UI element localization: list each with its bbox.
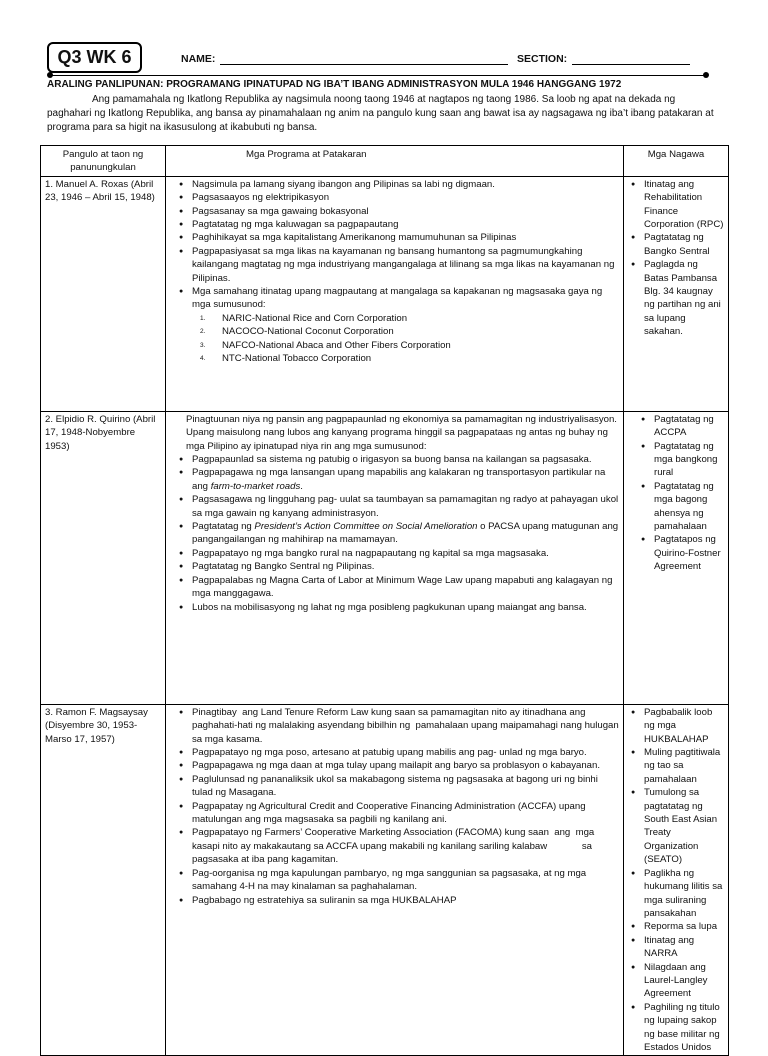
table-row bbox=[41, 704, 729, 1056]
table-row bbox=[41, 176, 729, 411]
list-item bbox=[192, 493, 619, 520]
achievements-cell bbox=[624, 704, 729, 1056]
list-item: ● Pagsasaayos ng elektripikasyon bbox=[192, 191, 619, 204]
list-item: ● Pagtatatag ng mga bangkong rural bbox=[654, 440, 724, 480]
corporation-name: NARIC-National Rice and Corn Corporation bbox=[222, 312, 408, 324]
section-field[interactable] bbox=[572, 64, 690, 65]
corporation-list bbox=[176, 312, 619, 366]
list-item bbox=[192, 453, 619, 466]
program-text: . bbox=[300, 480, 303, 492]
program-text: Lubos na mobilisasyong ng lahat ng mga posibleng pagkukunan upang maiangat ang bansa. bbox=[192, 601, 587, 613]
program-text: Pagpapalabas ng Magna Carta of Labor at Minimum Wage Law upang mapabuti ang kalagayan ng mga manggagawa. bbox=[192, 574, 613, 600]
table-header-row bbox=[41, 146, 729, 177]
list-item: ● Nagsimula pa lamang siyang ibangon ang Pilipinas sa labi ng digmaan. bbox=[192, 178, 619, 191]
list-item bbox=[192, 466, 619, 493]
list-item: ● Pagpapatayo ng mga poso, artesano at patubig upang mabilis ang pag- unlad ng mga baryo. bbox=[192, 746, 619, 759]
corporation-name: NTC-National Tobacco Corporation bbox=[222, 353, 372, 365]
col-header-programs: Mga Programa at Patakaran bbox=[166, 146, 624, 177]
list-item bbox=[192, 520, 619, 547]
corporation-item bbox=[200, 352, 619, 365]
president-cell: 2. Elpidio R. Quirino (Abril 17, 1948-Nobyembre 1953) bbox=[41, 411, 166, 704]
programs-table bbox=[40, 145, 729, 1056]
achievements-cell bbox=[624, 411, 729, 704]
divider-dot-right bbox=[703, 72, 709, 78]
list-item: ● Pagpapagawa ng mga daan at mga tulay upang mailapit ang baryo sa problasyon o kabayanan. bbox=[192, 759, 619, 772]
corporation-item bbox=[200, 312, 619, 325]
list-item: ● Paglikha ng hukumang lilitis sa mga suliraning pansakahan bbox=[644, 867, 724, 921]
list-number: 4. bbox=[200, 355, 206, 363]
list-item: ● Muling pagtitiwala ng tao sa pamahalaan bbox=[644, 746, 724, 786]
list-item: ● Pagbabago ng estratehiya sa suliranin sa mga HUKBALAHAP bbox=[192, 894, 619, 907]
programs-cell bbox=[166, 704, 624, 1056]
achievement-list bbox=[628, 413, 724, 574]
list-item: ● Pagsasanay sa mga gawaing bokasyonal bbox=[192, 205, 619, 218]
program-list bbox=[176, 453, 619, 614]
list-item bbox=[192, 601, 619, 614]
col-header-president: Pangulo at taon ng panunungkulan bbox=[41, 146, 166, 177]
list-item bbox=[192, 574, 619, 601]
list-item: ● Pagbabalik loob ng mga HUKBALAHAP bbox=[644, 706, 724, 746]
list-item: ● Pinagtibay ang Land Tenure Reform Law kung saan sa pamamagitan nito ay itinadhana ang paghahati-hati ng malalaking asyendang bibilhin ng pamahalaan upang maipamahagi nang hulugan sa mga kasama. bbox=[192, 706, 619, 746]
program-text: Pagpapatayo ng mga bangko rural na nagpapautang ng kapital sa mga magsasaka. bbox=[192, 547, 549, 559]
page-title: ARALING PANLIPUNAN: PROGRAMANG IPINATUPAD NG IBA’T IBANG ADMINISTRASYON MULA 1946 HANGGANG 1972 bbox=[47, 79, 622, 90]
program-list bbox=[176, 706, 622, 907]
name-label: NAME: bbox=[181, 53, 216, 65]
header-divider bbox=[50, 75, 706, 76]
list-item: ● Pagpapatayo ng Farmers’ Cooperative Marketing Association (FACOMA) kung saan ang mga kasapi nito ay makakautang sa ACCFA upang makabili ng kanilang sariling kalabaw sa pagsasaka at iba pang kagamitan. bbox=[192, 826, 619, 866]
col-header-achievements: Mga Nagawa bbox=[624, 146, 729, 177]
program-text: Pagtatatag ng Bangko Sentral ng Pilipinas. bbox=[192, 561, 375, 573]
table-row bbox=[41, 411, 729, 704]
week-badge: Q3 WK 6 bbox=[47, 42, 142, 73]
corporation-name: NAFCO-National Abaca and Other Fibers Corporation bbox=[222, 339, 451, 351]
list-item: ● Itinatag ang Rehabilitation Finance Corporation (RPC) bbox=[644, 178, 724, 232]
list-item: ● Pagpapasiyasat sa mga likas na kayamanan ng bansang humantong sa pagmumungkahing kailangang magtatag ng mga industriyang mangangalaga at lilinang sa mga likas na kayamanan ng Pilipinas. bbox=[192, 245, 619, 285]
list-item bbox=[192, 547, 619, 560]
list-item: ● Tumulong sa pagtatatag ng South East Asian Treaty Organization (SEATO) bbox=[644, 786, 724, 866]
achievement-list bbox=[628, 706, 724, 1055]
list-item: ● Paglulunsad ng pananaliksik ukol sa makabagong sistema ng pagsasaka at bagong uri ng binhi tulad ng Masagana. bbox=[192, 773, 619, 800]
list-item: ● Paghihikayat sa mga kapitalistang Amerikanong mamumuhunan sa Pilipinas bbox=[192, 231, 619, 244]
achievement-list bbox=[628, 178, 724, 339]
list-item: ● Pag-oorganisa ng mga kapulungan pambaryo, ng mga sanggunian sa pagsasaka, at ng mga samahang 4-H na may kinalaman sa paghahalaman. bbox=[192, 867, 619, 894]
achievements-cell bbox=[624, 176, 729, 411]
intro-paragraph: Ang pamamahala ng Ikatlong Republika ay nagsimula noong taong 1946 at nagtapos ng taong 1986. Sa loob ng apat na dekada ng paghahari ng Ikatlong Republika, ang bansa ay pinamahalaan ng anim na pangulo kung saan ang bawat isa ay nagsagawa ng iba’t ibang patakaran at programa para sa higit na ikasusulong at ikabubuti ng bansa. bbox=[47, 94, 714, 133]
list-item: ● Pagtatapos ng Quirino-Fostner Agreement bbox=[654, 533, 724, 573]
programs-cell bbox=[166, 411, 624, 704]
list-item: ● Pagtatatag ng ACCPA bbox=[654, 413, 724, 440]
divider-dot-left bbox=[47, 72, 53, 78]
list-item: ● Paghiling ng titulo ng lupaing sakop ng base militar ng Estados Unidos bbox=[644, 1001, 724, 1055]
program-text: Pagsasagawa ng lingguhang pag- uulat sa taumbayan sa pamamagitan ng radyo at pahayagan ukol sa mga gawain ng kanyang administrasyon. bbox=[192, 494, 619, 519]
program-list bbox=[176, 178, 619, 312]
president-cell: 3. Ramon F. Magsaysay (Disyembre 30, 1953-Marso 17, 1957) bbox=[41, 704, 166, 1056]
list-number: 1. bbox=[200, 314, 206, 322]
name-field[interactable] bbox=[220, 64, 508, 65]
list-item: ● Reporma sa lupa bbox=[644, 920, 724, 933]
list-number: 3. bbox=[200, 341, 206, 349]
list-item: ● Paglagda ng Batas Pambansa Blg. 34 kaugnay ng partihan ng ani sa lupang sakahan. bbox=[644, 258, 724, 338]
list-item: ● Mga samahang itinatag upang magpautang at mangalaga sa kapakanan ng magsasaka gaya ng mga sumusunod: bbox=[192, 285, 619, 312]
programs-cell bbox=[166, 176, 624, 411]
list-number: 2. bbox=[200, 328, 206, 336]
list-item: ● Pagpapatay ng Agricultural Credit and Cooperative Financing Administration (ACCFA) upang matulungan ang mga magsasaka sa pagbili ng kanilang ani. bbox=[192, 800, 619, 827]
corporation-name: NACOCO-National Coconut Corporation bbox=[222, 326, 394, 338]
list-item: ● Itinatag ang NARRA bbox=[644, 934, 724, 961]
program-text: Pagtatatag ng bbox=[192, 521, 255, 533]
program-text: Pagpapaunlad sa sistema ng patubig o irigasyon sa buong bansa na kailangan sa pagsasaka. bbox=[192, 454, 592, 466]
list-item bbox=[192, 560, 619, 573]
list-item: ● Pagtatatag ng Bangko Sentral bbox=[644, 231, 724, 258]
program-text: o PACSA upang matugunan ang pangangailangan ng mahihirap na mamamayan. bbox=[192, 521, 619, 546]
corporation-item bbox=[200, 325, 619, 338]
program-text: Pagpapagawa ng mga lansangan upang mapabilis ang kalakaran ng transportasyon partikular na ang bbox=[192, 467, 606, 492]
corporation-item bbox=[200, 339, 619, 352]
italic-term: farm-to-market roads bbox=[210, 480, 301, 492]
list-item: ● Pagtatatag ng mga kaluwagan sa pagpapautang bbox=[192, 218, 619, 231]
program-intro: Pinagtuunan niya ng pansin ang pagpapaunlad ng ekonomiya sa pamamagitan ng industriyalisasyon. Upang maisulong nang lubos ang kanyang programa hinggil sa pagpapataas ng antas ng buhay ng mga Pilipino ay ipinatupad niya rin ang mga sumusunod: bbox=[186, 413, 617, 452]
italic-term: President’s Action Committee on Social Amelioration bbox=[254, 521, 478, 533]
section-label: SECTION: bbox=[517, 53, 568, 65]
list-item: ● Pagtatatag ng mga bagong ahensya ng pamahalaan bbox=[654, 480, 724, 534]
list-item: ● Nilagdaan ang Laurel-Langley Agreement bbox=[644, 961, 724, 1001]
president-cell: 1. Manuel A. Roxas (Abril 23, 1946 – Abril 15, 1948) bbox=[41, 176, 166, 411]
